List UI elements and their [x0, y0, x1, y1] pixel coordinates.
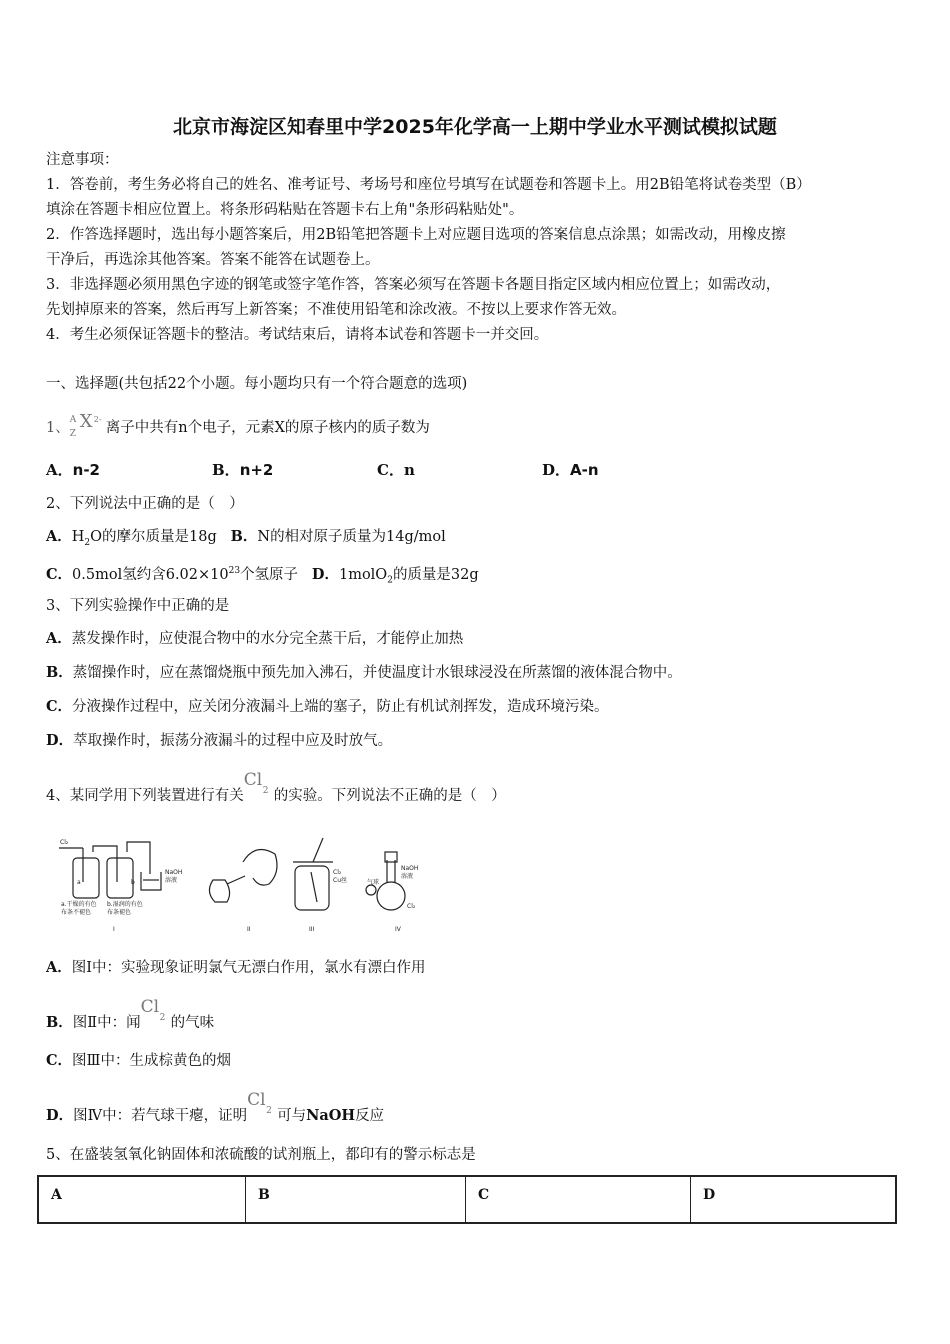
fig-label: 溶液: [165, 877, 178, 884]
fig-label: b: [131, 879, 135, 886]
fig-label: a.干燥的有色: [61, 901, 97, 908]
notice-line: 3．非选择题必须用黑色字迹的钢笔或签字笔作答，答案必须写在答题卡各题目指定区域内相应位置上；如需改动，: [46, 277, 781, 293]
q1-option-a: A．n-2: [46, 461, 100, 479]
fig-label: a: [77, 879, 81, 886]
fig-label: II: [247, 926, 251, 932]
page-title: 北京市海淀区知春里中学2025年化学高一上期中学业水平测试模拟试题: [173, 116, 777, 138]
section-heading: 一、选择题(共包括22个小题。每小题均只有一个符合题意的选项): [46, 376, 468, 392]
q3-option-c: C．分液操作过程中，应关闭分液漏斗上端的塞子，防止有机试剂挥发，造成环境污染。: [46, 698, 609, 715]
notice-line: 先划掉原来的答案，然后再写上新答案；不准使用铅笔和涂改液。不按以上要求作答无效。: [46, 302, 626, 318]
notice-line: 1．答卷前，考生务必将自己的姓名、准考证号、考场号和座位号填写在试题卷和答题卡上。用2B铅笔将试卷类型（B）: [46, 177, 811, 193]
fig-label: 布条褪色: [107, 909, 132, 916]
question-3-stem: 3、下列实验操作中正确的是: [46, 598, 230, 614]
q1-option-c: C．n: [377, 461, 415, 479]
q3-option-d: D．萃取操作时，振荡分液漏斗的过程中应及时放气。: [46, 732, 393, 749]
q5-options-table: [37, 1175, 897, 1224]
notice-line: 填涂在答题卡相应位置上。将条形码粘贴在答题卡右上角"条形码粘贴处"。: [46, 202, 524, 218]
fig-label: 气球: [367, 879, 380, 886]
q4-option-a: A．图Ⅰ中：实验现象证明氯气无漂白作用，氯水有漂白作用: [46, 959, 426, 976]
fig-label: NaOH: [165, 869, 183, 876]
question-number: 1、: [46, 420, 70, 436]
fig-label: Cu丝: [333, 877, 347, 884]
q1-option-b: B．n+2: [212, 461, 274, 479]
fig-label: Cl₂: [407, 903, 416, 910]
notice-line: 4．考生必须保证答题卡的整洁。考试结束后，请将本试卷和答题卡一并交回。: [46, 327, 549, 343]
q3-option-a: A．蒸发操作时，应使混合物中的水分完全蒸干后，才能停止加热: [46, 630, 464, 647]
q3-option-b: B．蒸馏操作时，应在蒸馏烧瓶中预先加入沸石，并使温度计水银球浸没在所蒸馏的液体混合物中。: [46, 664, 682, 681]
q1-option-d: D．A-n: [542, 461, 599, 479]
q5-cell-a: A: [38, 1176, 246, 1223]
fig-label: III: [309, 926, 315, 932]
q5-cell-c: C: [466, 1176, 691, 1223]
fig-label: Cl₂: [333, 869, 342, 876]
fig-label: 布条不褪色: [61, 909, 92, 916]
q4-option-c: C．图Ⅲ中：生成棕黄色的烟: [46, 1052, 232, 1069]
cl2-formula: Cl 2: [243, 770, 269, 796]
apparatus-figure: [55, 832, 455, 932]
q5-cell-d: D: [691, 1176, 897, 1223]
fig-label: NaOH: [401, 865, 419, 872]
notice-heading: 注意事项：: [46, 152, 119, 168]
fig-label: b.湿润的有色: [107, 901, 143, 908]
q2-options-cd: C．0.5mol氢约含$6.02\times 10^{23}$个氢原子 D．1molO$_2$的质量是32g: [46, 565, 479, 586]
q5-cell-b: B: [246, 1176, 466, 1223]
isotope-symbol: A Z X 2-: [69, 411, 102, 439]
fig-label: I: [113, 926, 115, 932]
notice-line: 干净后，再选涂其他答案。答案不能答在试题卷上。: [46, 252, 380, 268]
notice-line: 2．作答选择题时，选出每小题答案后，用2B铅笔把答题卡上对应题目选项的答案信息点涂黑；如需改动，用橡皮擦: [46, 227, 786, 243]
question-2-stem: 2、下列说法中正确的是（ ）: [46, 496, 244, 512]
question-1-stem: 1、 A Z X 2- 离子中共有n个电子，元素X的原子核内的质子数为: [46, 411, 430, 439]
q2-options-ab: A．$H_2O$的摩尔质量是18g B．N的相对原子质量为14g/mol: [46, 528, 446, 548]
q4-option-b: B．图Ⅱ中：闻 Cl 2 的气味: [46, 997, 215, 1031]
question-4-stem: 4、某同学用下列装置进行有关 Cl 2 的实验。下列说法不正确的是（ ）: [46, 770, 506, 804]
question-5-stem: 5、在盛装氢氧化钠固体和浓硫酸的试剂瓶上，都印有的警示标志是: [46, 1147, 476, 1163]
fig-label: Cl₂: [60, 839, 69, 846]
fig-label: IV: [395, 926, 401, 932]
q4-option-d: D．图Ⅳ中：若气球干瘪，证明 Cl 2 可与NaOH反应: [46, 1090, 385, 1124]
fig-label: 溶液: [401, 873, 414, 880]
